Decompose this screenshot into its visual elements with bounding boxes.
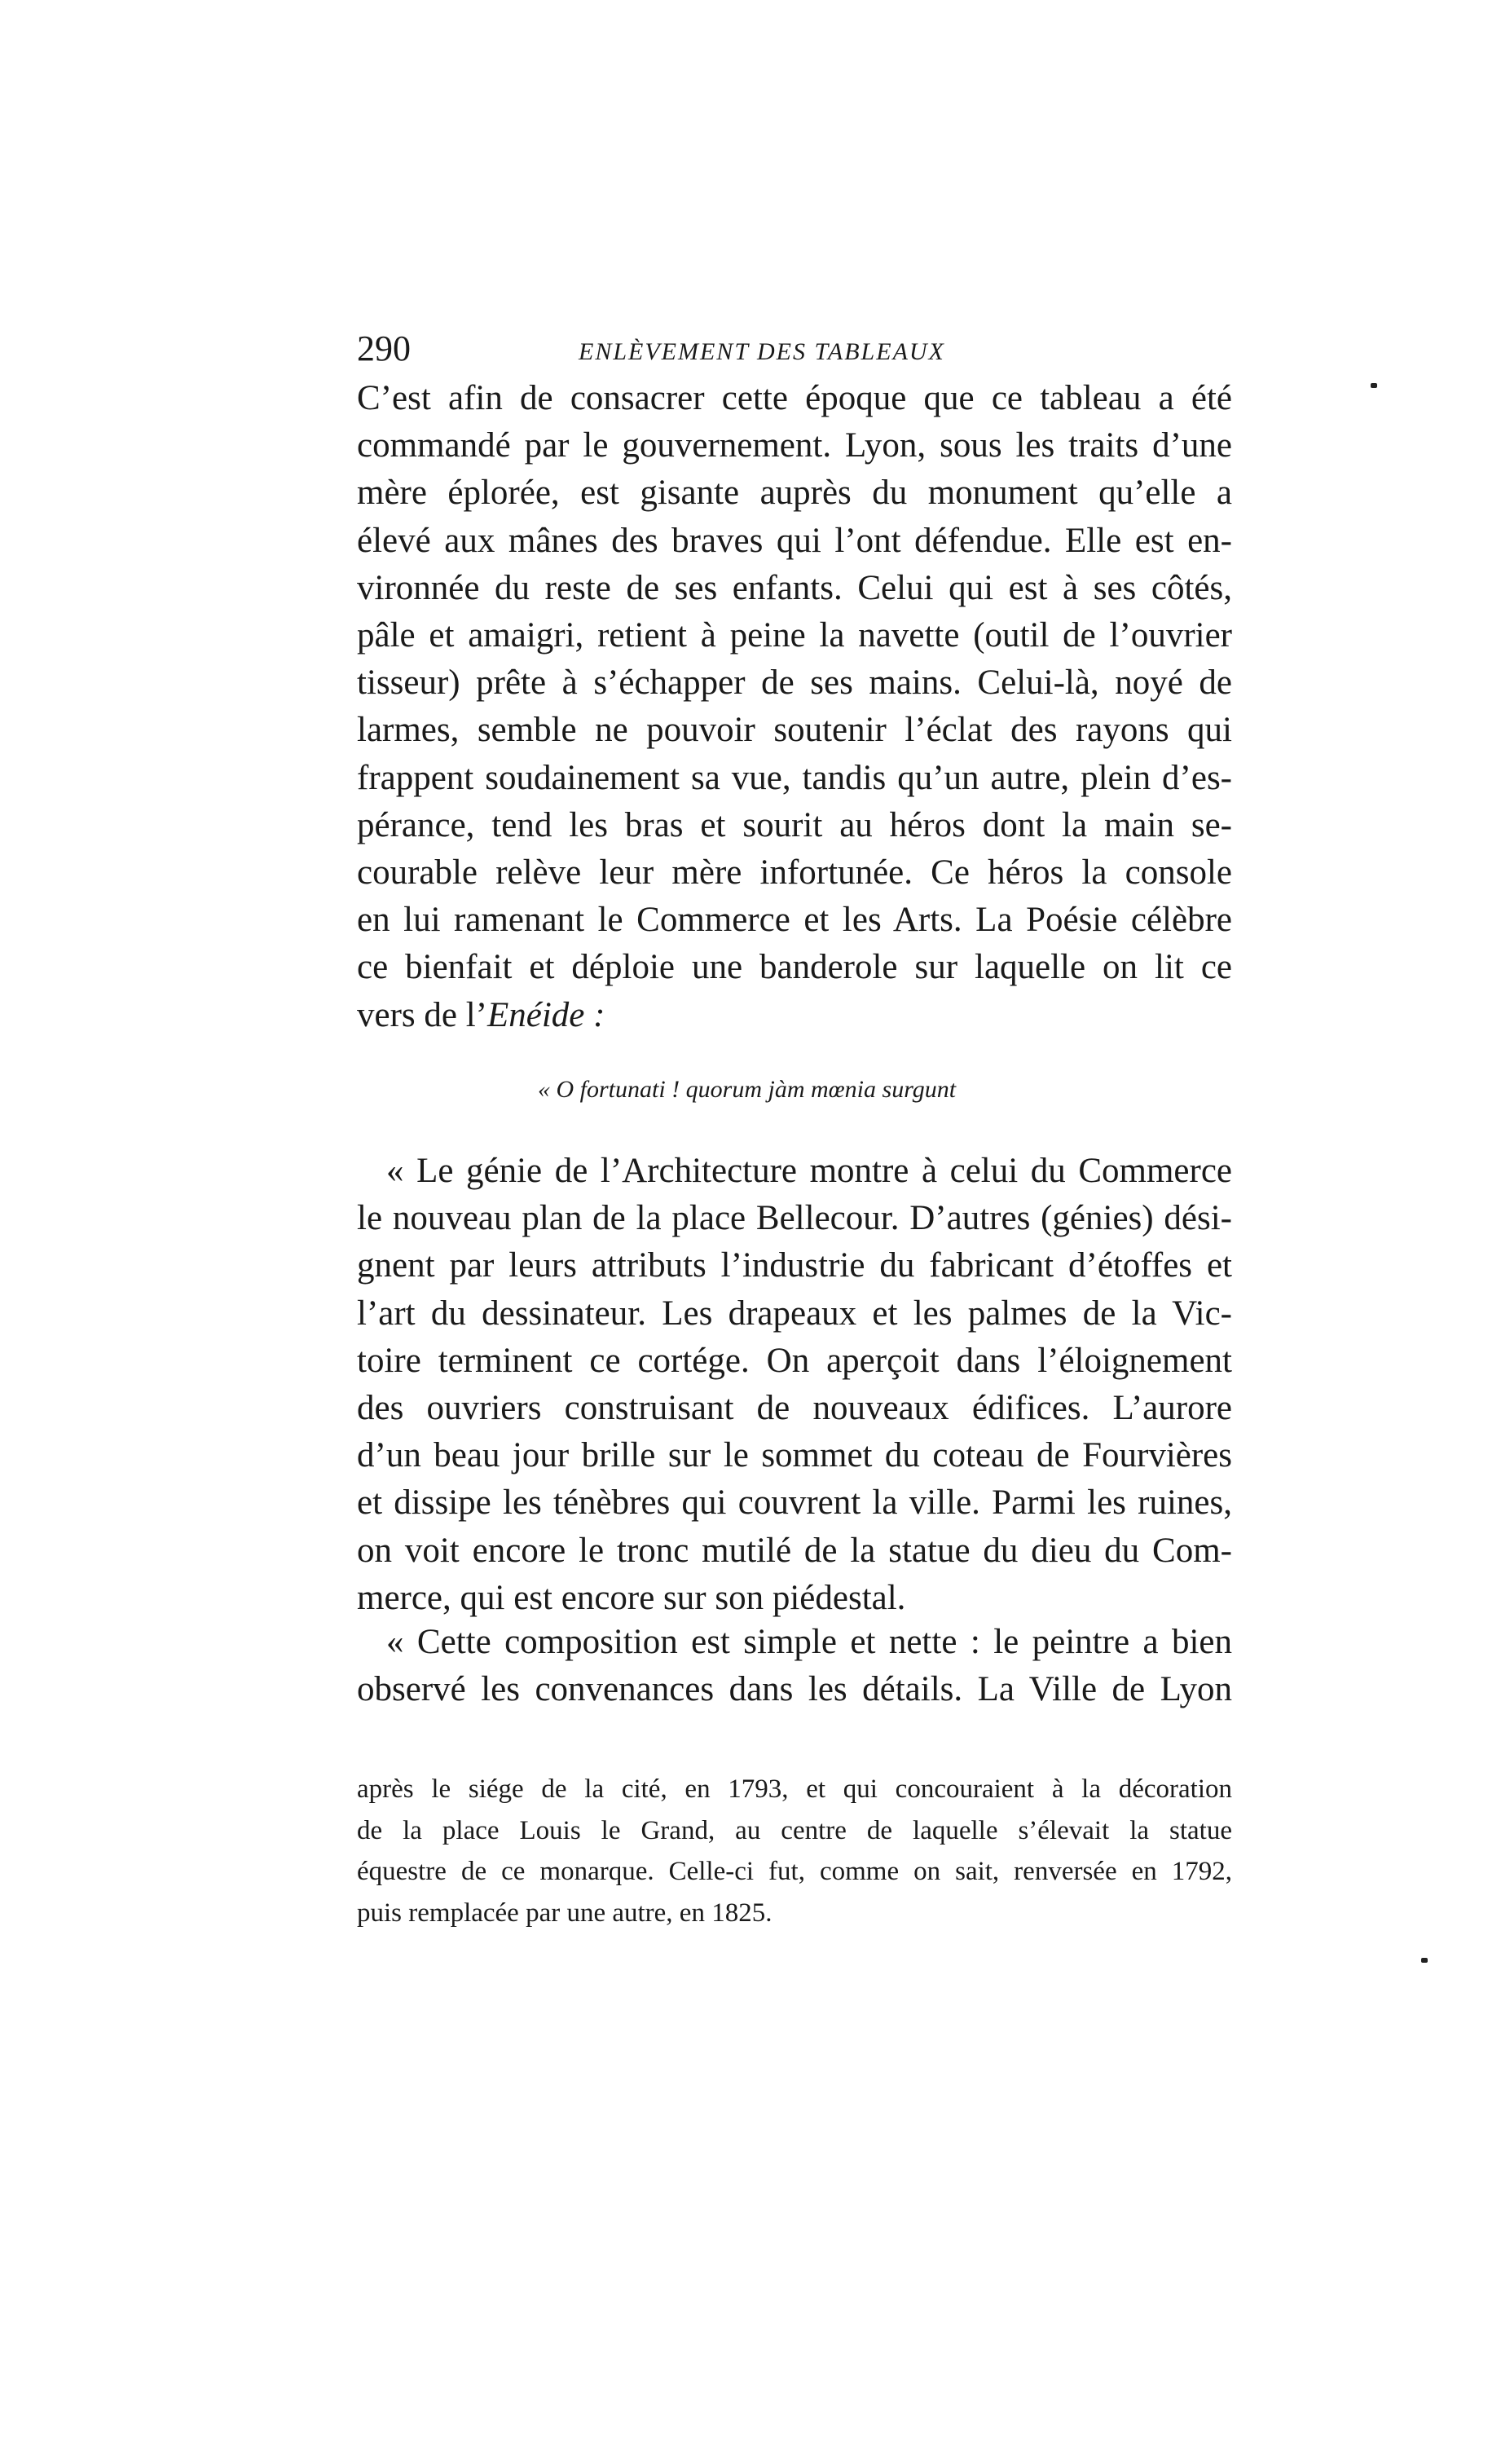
- text-line: « Cette composition est simple et nette : le peintre a bien: [386, 1623, 1232, 1661]
- footnote-line: de la place Louis le Grand, au centre de laquelle s’élevait la statue: [357, 1815, 1232, 1845]
- text-line: courable relève leur mère infortunée. Ce héros la console: [357, 853, 1232, 893]
- text-line: d’un beau jour brille sur le sommet du coteau de Fourvières: [357, 1436, 1232, 1475]
- ink-speck: [1371, 383, 1377, 388]
- paragraph-2: [357, 1148, 1232, 1622]
- text-line: élevé aux mânes des braves qui l’ont défendue. Elle est en-: [357, 521, 1232, 560]
- text-line: tisseur) prête à s’échapper de ses mains. Celui-là, noyé de: [357, 663, 1232, 703]
- text-line: observé les convenances dans les détails. La Ville de Lyon: [357, 1670, 1232, 1709]
- paragraph-1: [357, 375, 1232, 1039]
- paragraph-3: [357, 1619, 1232, 1713]
- text-line: l’art du dessinateur. Les drapeaux et les palmes de la Vic-: [357, 1294, 1232, 1333]
- page-header: [357, 324, 1232, 373]
- text-line: larmes, semble ne pouvoir soutenir l’éclat des rayons qui: [357, 711, 1232, 750]
- text-line: commandé par le gouvernement. Lyon, sous les traits d’une: [357, 426, 1232, 465]
- text-line: le nouveau plan de la place Bellecour. D’autres (génies) dési-: [357, 1199, 1232, 1238]
- text-line: et dissipe les ténèbres qui couvrent la ville. Parmi les ruines,: [357, 1483, 1232, 1523]
- footnote-line: puis remplacée par une autre, en 1825.: [357, 1898, 773, 1928]
- latin-quotation: « O fortunati ! quorum jàm mœnia surgunt: [538, 1076, 957, 1103]
- footnote-line: après le siége de la cité, en 1793, et qui concouraient à la décoration: [357, 1774, 1232, 1804]
- text-line-prefix: vers de l’: [357, 995, 487, 1034]
- text-line: pâle et amaigri, retient à peine la navette (outil de l’ouvrier: [357, 616, 1232, 655]
- text-line: C’est afin de consacrer cette époque que ce tableau a été: [357, 379, 1232, 417]
- text-line: vironnée du reste de ses enfants. Celui qui est à ses côtés,: [357, 568, 1232, 607]
- footnote-line: équestre de ce monarque. Celle-ci fut, comme on sait, renversée en 1792,: [357, 1857, 1232, 1886]
- ink-speck: [1421, 1958, 1428, 1963]
- text-line: « Le génie de l’Architecture montre à celui du Commerce: [386, 1152, 1232, 1190]
- text-line: on voit encore le tronc mutilé de la statue du dieu du Com-: [357, 1531, 1232, 1570]
- text-line: merce, qui est encore sur son piédestal.: [357, 1578, 906, 1617]
- text-line: toire terminent ce cortége. On aperçoit dans l’éloignement: [357, 1341, 1232, 1380]
- page-number: 290: [357, 328, 411, 368]
- work-title: Enéide :: [487, 995, 605, 1034]
- text-line: pérance, tend les bras et sourit au héros dont la main se-: [357, 805, 1232, 844]
- text-line: ce bienfait et déploie une banderole sur laquelle on lit ce: [357, 948, 1232, 987]
- text-line: gnent par leurs attributs l’industrie du fabricant d’étoffes et: [357, 1246, 1232, 1285]
- text-line: frappent soudainement sa vue, tandis qu’un autre, plein d’es-: [357, 758, 1232, 797]
- text-line: des ouvriers construisant de nouveaux édifices. L’aurore: [357, 1389, 1232, 1428]
- footnote: [357, 1769, 1232, 1933]
- running-title: ENLÈVEMENT DES TABLEAUX: [579, 338, 945, 365]
- text-line: mère éplorée, est gisante auprès du monument qu’elle a: [357, 474, 1232, 513]
- text-line: en lui ramenant le Commerce et les Arts. La Poésie célèbre: [357, 901, 1232, 940]
- text-line: [357, 992, 1232, 1039]
